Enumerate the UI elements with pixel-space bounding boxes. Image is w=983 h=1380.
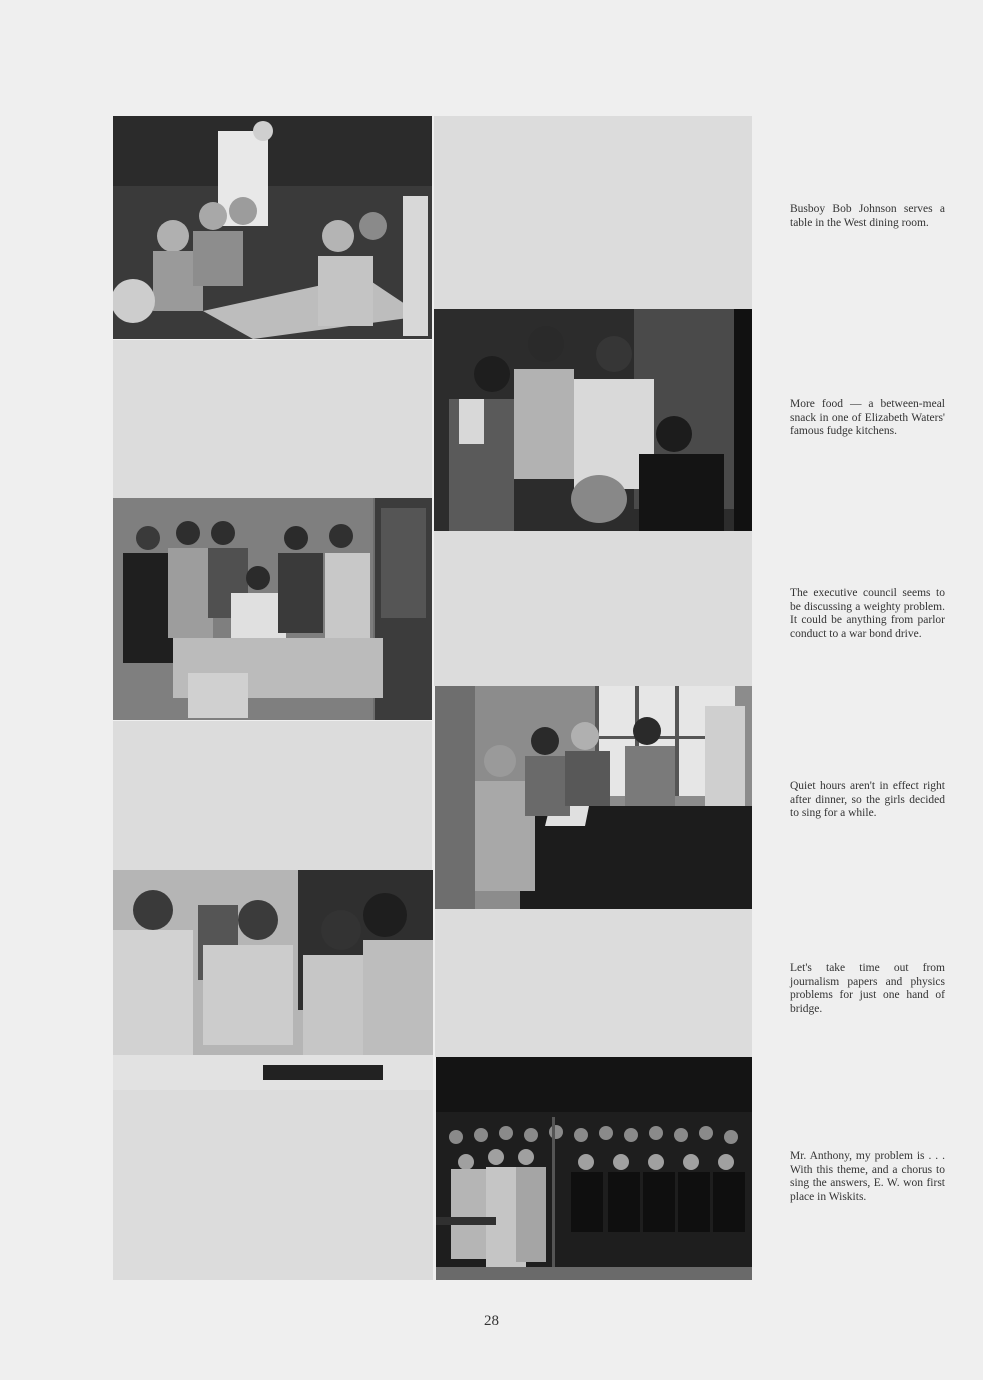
photo-executive-council — [113, 498, 432, 720]
blank-panel — [434, 531, 752, 686]
photo-wiskits-chorus — [436, 1057, 752, 1280]
blank-panel — [113, 340, 432, 498]
caption-executive-council: The executive council seems to be discussing a weighty problem. It could be anything from parlor conduct to a war bond drive. — [790, 587, 945, 640]
caption-wiskits: Mr. Anthony, my problem is . . . With this theme, and a chorus to sing the answers, E. W. won first place in Wiskits. — [790, 1150, 945, 1203]
photo-piano-singing — [435, 686, 752, 909]
caption-bridge: Let's take time out from journalism papers and physics problems for just one hand of bridge. — [790, 962, 945, 1015]
photo-fudge-kitchen — [434, 309, 752, 531]
page-number: 28 — [484, 1313, 499, 1329]
blank-panel — [435, 909, 752, 1057]
blank-panel — [434, 116, 752, 309]
caption-fudge-kitchen: More food — a between-meal snack in one of Elizabeth Waters' famous fudge kitchens. — [790, 398, 945, 437]
blank-panel — [113, 1090, 433, 1280]
photo-dining-room — [113, 116, 432, 339]
caption-busboy: Busboy Bob Johnson serves a table in the West dining room. — [790, 203, 945, 229]
caption-piano-singing: Quiet hours aren't in effect right after dinner, so the girls decided to sing for a while. — [790, 780, 945, 819]
photo-bridge-game — [113, 870, 433, 1090]
blank-panel — [113, 721, 432, 870]
